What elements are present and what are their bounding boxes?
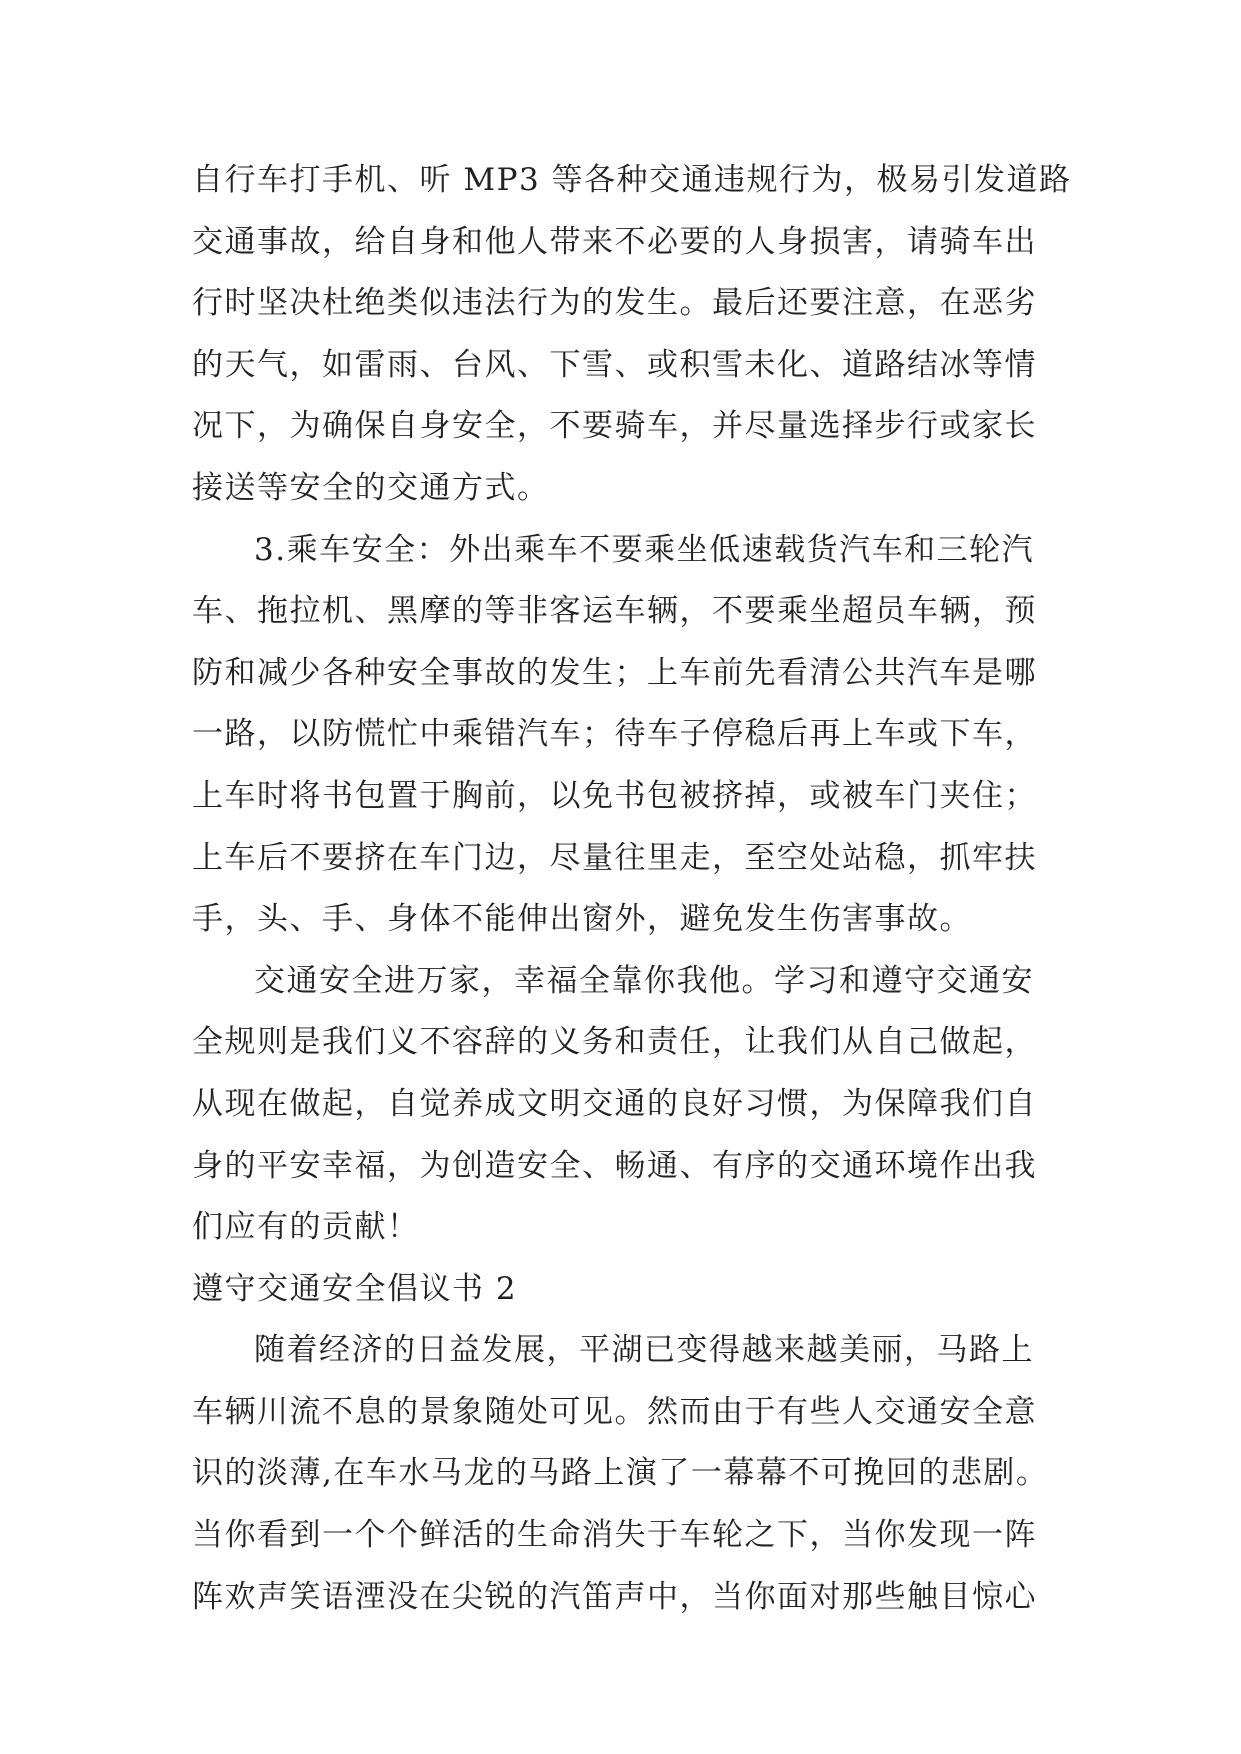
document-body — [192, 150, 1072, 1628]
text-line: 上车后不要挤在车门边，尽量往里走，至空处站稳，抓牢扶 — [192, 839, 1037, 876]
text-line: 从现在做起，自觉养成文明交通的良好习惯，为保障我们自 — [192, 1085, 1037, 1122]
paragraph-start-line: 随着经济的日益发展，平湖已变得越来越美丽，马路上 — [254, 1332, 1034, 1369]
text-line: 全规则是我们义不容辞的义务和责任，让我们从自己做起， — [192, 1024, 1037, 1061]
text-line: 一路，以防慌忙中乘错汽车；待车子停稳后再上车或下车， — [192, 716, 1037, 753]
text-line: 车辆川流不息的景象随处可见。然而由于有些人交通安全意 — [192, 1393, 1037, 1430]
text-line: 们应有的贡献！ — [192, 1209, 420, 1246]
text-line: 的天气，如雷雨、台风、下雪、或积雪未化、道路结冰等情 — [192, 346, 1037, 383]
text-line: 识的淡薄,在车水马龙的马路上演了一幕幕不可挽回的悲剧。 — [192, 1455, 1049, 1492]
text-line: 阵欢声笑语湮没在尖锐的汽笛声中，当你面对那些触目惊心 — [192, 1578, 1037, 1615]
text-line: 行时坚决杜绝类似违法行为的发生。最后还要注意，在恶劣 — [192, 285, 1037, 322]
paragraph-start-line: 3.乘车安全：外出乘车不要乘坐低速载货汽车和三轮汽 — [254, 531, 1035, 568]
text-line: 接送等安全的交通方式。 — [192, 469, 550, 506]
text-line: 身的平安幸福，为创造安全、畅通、有序的交通环境作出我 — [192, 1147, 1037, 1184]
text-line: 防和减少各种安全事故的发生；上车前先看清公共汽车是哪 — [192, 654, 1037, 691]
text-line: 自行车打手机、听 MP3 等各种交通违规行为，极易引发道路 — [192, 162, 1072, 198]
text-line: 况下，为确保自身安全，不要骑车，并尽量选择步行或家长 — [192, 408, 1037, 445]
text-line: 上车时将书包置于胸前，以免书包被挤掉，或被车门夹住； — [192, 777, 1037, 814]
text-line: 交通事故，给自身和他人带来不必要的人身损害，请骑车出 — [192, 223, 1037, 260]
paragraph-start-line: 交通安全进万家，幸福全靠你我他。学习和遵守交通安 — [254, 962, 1034, 999]
text-line: 车、拖拉机、黑摩的等非客运车辆，不要乘坐超员车辆，预 — [192, 593, 1037, 630]
section-heading: 遵守交通安全倡议书 2 — [192, 1270, 518, 1307]
text-line: 当你看到一个个鲜活的生命消失于车轮之下，当你发现一阵 — [192, 1517, 1037, 1554]
text-line: 手，头、手、身体不能伸出窗外，避免发生伤害事故。 — [192, 901, 972, 938]
